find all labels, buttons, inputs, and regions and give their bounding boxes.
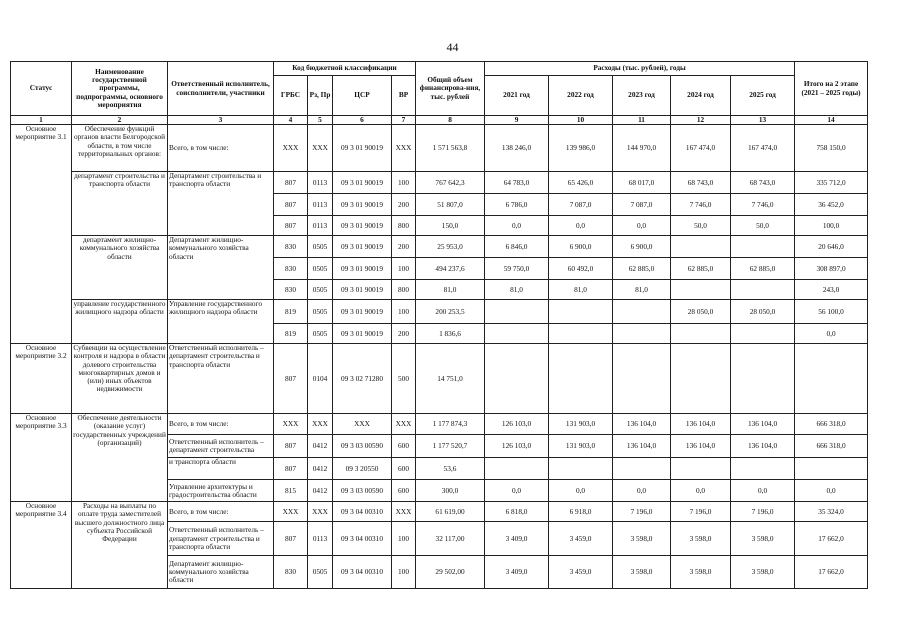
vr-cell: ХХХ — [392, 125, 416, 172]
table-row — [11, 172, 868, 194]
grbs-cell: 819 — [274, 300, 308, 324]
value-2025: 7 196,0 — [731, 502, 795, 522]
value-2025: 3 598,0 — [731, 522, 795, 556]
grbs-cell: 807 — [274, 172, 308, 194]
stage-total-cell: 17 662,0 — [795, 522, 868, 556]
col-number: 11 — [613, 116, 671, 125]
stage-total-cell — [795, 458, 868, 480]
value-2022 — [549, 458, 613, 480]
value-2025: 136 104,0 — [731, 414, 795, 435]
value-2021 — [485, 344, 549, 414]
col-number: 3 — [168, 116, 274, 125]
value-2025 — [731, 458, 795, 480]
vr-cell: 100 — [392, 172, 416, 194]
vr-cell: 200 — [392, 324, 416, 344]
name-cell: департамент жилищно-коммунального хозяйства области — [72, 236, 168, 300]
value-2025: 136 104,0 — [731, 435, 795, 458]
rzpr-cell: 0104 — [308, 344, 333, 414]
stage-total-cell — [795, 344, 868, 414]
grbs-cell: 807 — [274, 458, 308, 480]
value-2021: 3 409,0 — [485, 556, 549, 589]
header-2024: 2024 год — [671, 76, 731, 116]
value-2023: 0,0 — [613, 480, 671, 502]
table-row — [11, 502, 868, 522]
stage-total-cell: 308 897,0 — [795, 258, 868, 280]
value-2022 — [549, 344, 613, 414]
value-2024: 68 743,0 — [671, 172, 731, 194]
csr-cell: 09 3 01 90019 — [333, 172, 392, 194]
col-number: 8 — [416, 116, 485, 125]
value-2023: 62 885,0 — [613, 258, 671, 280]
executor-cell: Ответственный исполнитель – департамент строительства — [168, 435, 274, 458]
header-2025: 2025 год — [731, 76, 795, 116]
col-number: 10 — [549, 116, 613, 125]
value-2023 — [613, 344, 671, 414]
vr-cell: 200 — [392, 194, 416, 216]
value-2024: 3 598,0 — [671, 556, 731, 589]
executor-cell: Ответственный исполнитель – департамент строительства и транспорта области — [168, 344, 274, 414]
value-2022 — [549, 300, 613, 324]
status-cell: Основное мероприятие 3.4 — [11, 502, 72, 589]
value-2025 — [731, 280, 795, 300]
budget-table — [10, 61, 868, 589]
stage-total-cell: 0,0 — [795, 324, 868, 344]
stage-total-cell: 335 712,0 — [795, 172, 868, 194]
total-cell: 300,0 — [416, 480, 485, 502]
vr-cell: 100 — [392, 258, 416, 280]
value-2024: 28 050,0 — [671, 300, 731, 324]
value-2021: 0,0 — [485, 480, 549, 502]
vr-cell: 100 — [392, 300, 416, 324]
value-2021: 0,0 — [485, 216, 549, 236]
csr-cell: 09 3 01 90019 — [333, 300, 392, 324]
value-2022 — [549, 324, 613, 344]
value-2025: 7 746,0 — [731, 194, 795, 216]
value-2023 — [613, 458, 671, 480]
status-cell: Основное мероприятие 3.1 — [11, 125, 72, 344]
rzpr-cell: 0412 — [308, 480, 333, 502]
vr-cell: 100 — [392, 522, 416, 556]
value-2022: 6 918,0 — [549, 502, 613, 522]
total-cell: 200 253,5 — [416, 300, 485, 324]
rzpr-cell: ХХХ — [308, 125, 333, 172]
table-row — [11, 300, 868, 324]
csr-cell: 09 3 01 90019 — [333, 324, 392, 344]
total-cell: 53,6 — [416, 458, 485, 480]
total-cell: 1 177 520,7 — [416, 435, 485, 458]
value-2024: 0,0 — [671, 480, 731, 502]
name-cell: Субвенции на осуществление контроля и надзора в области долевого строительства многоквартирных домов и (или) иных объектов недвижимости — [72, 344, 168, 414]
grbs-cell: 830 — [274, 556, 308, 589]
total-cell: 32 117,00 — [416, 522, 485, 556]
value-2022: 131 903,0 — [549, 414, 613, 435]
value-2022: 60 492,0 — [549, 258, 613, 280]
value-2022: 3 459,0 — [549, 522, 613, 556]
value-2024: 7 746,0 — [671, 194, 731, 216]
value-2021: 6 786,0 — [485, 194, 549, 216]
value-2024: 167 474,0 — [671, 125, 731, 172]
rzpr-cell: 0113 — [308, 522, 333, 556]
total-cell: 61 619,00 — [416, 502, 485, 522]
value-2022: 0,0 — [549, 480, 613, 502]
csr-cell: 09 3 20550 — [333, 458, 392, 480]
header-2022: 2022 год — [549, 76, 613, 116]
value-2024: 50,0 — [671, 216, 731, 236]
col-number: 7 — [392, 116, 416, 125]
total-cell: 150,0 — [416, 216, 485, 236]
stage-total-cell: 35 324,0 — [795, 502, 868, 522]
value-2023 — [613, 324, 671, 344]
col-number: 2 — [72, 116, 168, 125]
value-2021: 126 103,0 — [485, 414, 549, 435]
csr-cell: 09 3 02 71280 — [333, 344, 392, 414]
value-2025: 0,0 — [731, 480, 795, 502]
rzpr-cell: 0505 — [308, 236, 333, 258]
value-2021: 81,0 — [485, 280, 549, 300]
header-expenses: Расходы (тыс. рублей), годы — [485, 62, 795, 76]
vr-cell: 200 — [392, 236, 416, 258]
value-2025: 167 474,0 — [731, 125, 795, 172]
grbs-cell: 807 — [274, 194, 308, 216]
stage-total-cell: 20 646,0 — [795, 236, 868, 258]
value-2024 — [671, 236, 731, 258]
grbs-cell: ХХХ — [274, 414, 308, 435]
total-cell: 25 953,0 — [416, 236, 485, 258]
csr-cell: 09 3 01 90019 — [333, 280, 392, 300]
value-2022: 65 426,0 — [549, 172, 613, 194]
header-stage-total: Итого на 2 этапе (2021 – 2025 годы) — [795, 62, 868, 116]
executor-cell: Департамент строительства и транспорта области — [168, 172, 274, 236]
header-executor: Ответственный исполнитель, соисполнители, участники — [168, 62, 274, 116]
vr-cell: 600 — [392, 435, 416, 458]
col-number: 12 — [671, 116, 731, 125]
vr-cell: 800 — [392, 216, 416, 236]
value-2023: 7 196,0 — [613, 502, 671, 522]
value-2025: 50,0 — [731, 216, 795, 236]
total-cell: 1 836,6 — [416, 324, 485, 344]
name-cell: Обеспечение функций органов власти Белгородской области, в том числе территориальных органов: — [72, 125, 168, 172]
page-number: 44 — [446, 40, 459, 54]
rzpr-cell: 0505 — [308, 300, 333, 324]
csr-cell: 09 3 04 00310 — [333, 556, 392, 589]
value-2025 — [731, 236, 795, 258]
value-2025: 3 598,0 — [731, 556, 795, 589]
value-2025: 68 743,0 — [731, 172, 795, 194]
executor-cell: Департамент жилищно-коммунального хозяйства области — [168, 556, 274, 589]
col-number: 14 — [795, 116, 868, 125]
value-2021: 126 103,0 — [485, 435, 549, 458]
header-2021: 2021 год — [485, 76, 549, 116]
rzpr-cell: 0113 — [308, 172, 333, 194]
value-2023: 81,0 — [613, 280, 671, 300]
name-cell: управление государственного жилищного надзора области — [72, 300, 168, 344]
stage-total-cell: 666 318,0 — [795, 414, 868, 435]
status-cell: Основное мероприятие 3.3 — [11, 414, 72, 502]
name-cell: департамент строительства и транспорта области — [72, 172, 168, 236]
stage-total-cell: 36 452,0 — [795, 194, 868, 216]
grbs-cell: 815 — [274, 480, 308, 502]
header-2023: 2023 год — [613, 76, 671, 116]
total-cell: 1 571 563,8 — [416, 125, 485, 172]
value-2021 — [485, 300, 549, 324]
header-csr: ЦСР — [333, 76, 392, 116]
value-2024: 136 104,0 — [671, 435, 731, 458]
executor-cell: Управление архитектуры и градостроительства области — [168, 480, 274, 502]
col-number: 5 — [308, 116, 333, 125]
executor-cell: Всего, в том числе: — [168, 502, 274, 522]
grbs-cell: ХХХ — [274, 502, 308, 522]
total-cell: 29 502,00 — [416, 556, 485, 589]
rzpr-cell: ХХХ — [308, 502, 333, 522]
col-number: 13 — [731, 116, 795, 125]
value-2021 — [485, 324, 549, 344]
csr-cell: 09 3 01 90019 — [333, 194, 392, 216]
value-2024 — [671, 344, 731, 414]
name-cell: Обеспечение деятельности (оказание услуг) государственных учреждений (организаций) — [72, 414, 168, 502]
csr-cell: ХХХ — [333, 414, 392, 435]
vr-cell: 100 — [392, 556, 416, 589]
grbs-cell: 807 — [274, 522, 308, 556]
vr-cell: 600 — [392, 458, 416, 480]
value-2022: 3 459,0 — [549, 556, 613, 589]
value-2023: 6 900,0 — [613, 236, 671, 258]
grbs-cell: 819 — [274, 324, 308, 344]
grbs-cell: 830 — [274, 280, 308, 300]
vr-cell: 600 — [392, 480, 416, 502]
value-2024: 7 196,0 — [671, 502, 731, 522]
grbs-cell: ХХХ — [274, 125, 308, 172]
value-2023: 3 598,0 — [613, 556, 671, 589]
total-cell: 51 807,0 — [416, 194, 485, 216]
status-cell: Основное мероприятие 3.2 — [11, 344, 72, 414]
value-2024 — [671, 280, 731, 300]
header-grbs: ГРБС — [274, 76, 308, 116]
value-2021: 3 409,0 — [485, 522, 549, 556]
total-cell: 81,0 — [416, 280, 485, 300]
col-number: 6 — [333, 116, 392, 125]
csr-cell: 09 3 01 90019 — [333, 216, 392, 236]
vr-cell: ХХХ — [392, 502, 416, 522]
value-2022: 6 900,0 — [549, 236, 613, 258]
value-2023: 7 087,0 — [613, 194, 671, 216]
value-2023: 136 104,0 — [613, 435, 671, 458]
value-2024 — [671, 458, 731, 480]
grbs-cell: 807 — [274, 435, 308, 458]
executor-cell: Всего, в том числе: — [168, 125, 274, 172]
value-2023: 3 598,0 — [613, 522, 671, 556]
value-2024: 62 885,0 — [671, 258, 731, 280]
rzpr-cell: 0505 — [308, 324, 333, 344]
header-name: Наименование государственной программы, подпрограммы, основного мероприятия — [72, 62, 168, 116]
csr-cell: 09 3 01 90019 — [333, 258, 392, 280]
rzpr-cell: 0113 — [308, 216, 333, 236]
executor-cell: Ответственный исполнитель – департамент строительства и транспорта области — [168, 522, 274, 556]
rzpr-cell: 0113 — [308, 194, 333, 216]
grbs-cell: 807 — [274, 344, 308, 414]
value-2024: 136 104,0 — [671, 414, 731, 435]
stage-total-cell: 17 662,0 — [795, 556, 868, 589]
value-2025 — [731, 344, 795, 414]
stage-total-cell: 758 150,0 — [795, 125, 868, 172]
csr-cell: 09 3 03 00590 — [333, 480, 392, 502]
csr-cell: 09 3 01 90019 — [333, 125, 392, 172]
stage-total-cell: 666 318,0 — [795, 435, 868, 458]
header-status: Статус — [11, 62, 72, 116]
header-total: Общий объем финансирова-ния, тыс. рублей — [416, 62, 485, 116]
total-cell: 767 642,3 — [416, 172, 485, 194]
value-2023: 136 104,0 — [613, 414, 671, 435]
executor-cell: Всего, в том числе: — [168, 414, 274, 435]
value-2021: 6 818,0 — [485, 502, 549, 522]
table-row — [11, 125, 868, 172]
value-2023: 144 970,0 — [613, 125, 671, 172]
stage-total-cell: 0,0 — [795, 480, 868, 502]
executor-cell: и транспорта области — [168, 458, 274, 480]
value-2024 — [671, 324, 731, 344]
table-row — [11, 414, 868, 435]
value-2025: 28 050,0 — [731, 300, 795, 324]
col-number: 4 — [274, 116, 308, 125]
header-rzpr: Рз, Пр — [308, 76, 333, 116]
vr-cell: ХХХ — [392, 414, 416, 435]
header-vr: ВР — [392, 76, 416, 116]
rzpr-cell: 0505 — [308, 280, 333, 300]
rzpr-cell: ХХХ — [308, 414, 333, 435]
executor-cell: Управление государственного жилищного надзора области — [168, 300, 274, 344]
value-2022: 0,0 — [549, 216, 613, 236]
rzpr-cell: 0412 — [308, 435, 333, 458]
value-2022: 7 087,0 — [549, 194, 613, 216]
value-2021: 138 246,0 — [485, 125, 549, 172]
vr-cell: 800 — [392, 280, 416, 300]
value-2022: 139 986,0 — [549, 125, 613, 172]
value-2023 — [613, 300, 671, 324]
vr-cell: 500 — [392, 344, 416, 414]
table-row — [11, 236, 868, 258]
stage-total-cell: 243,0 — [795, 280, 868, 300]
value-2021 — [485, 458, 549, 480]
executor-cell: Департамент жилищно-коммунального хозяйства области — [168, 236, 274, 300]
col-number: 1 — [11, 116, 72, 125]
col-number: 9 — [485, 116, 549, 125]
value-2021: 6 846,0 — [485, 236, 549, 258]
value-2023: 0,0 — [613, 216, 671, 236]
rzpr-cell: 0505 — [308, 258, 333, 280]
stage-total-cell: 56 100,0 — [795, 300, 868, 324]
grbs-cell: 830 — [274, 236, 308, 258]
value-2024: 3 598,0 — [671, 522, 731, 556]
value-2025: 62 885,0 — [731, 258, 795, 280]
total-cell: 1 177 874,3 — [416, 414, 485, 435]
value-2023: 68 017,0 — [613, 172, 671, 194]
value-2025 — [731, 324, 795, 344]
stage-total-cell: 100,0 — [795, 216, 868, 236]
csr-cell: 09 3 04 00310 — [333, 502, 392, 522]
grbs-cell: 830 — [274, 258, 308, 280]
csr-cell: 09 3 04 00310 — [333, 522, 392, 556]
total-cell: 494 237,6 — [416, 258, 485, 280]
rzpr-cell: 0505 — [308, 556, 333, 589]
grbs-cell: 807 — [274, 216, 308, 236]
total-cell: 14 751,0 — [416, 344, 485, 414]
value-2022: 81,0 — [549, 280, 613, 300]
value-2022: 131 903,0 — [549, 435, 613, 458]
csr-cell: 09 3 01 90019 — [333, 236, 392, 258]
csr-cell: 09 3 03 00590 — [333, 435, 392, 458]
rzpr-cell: 0412 — [308, 458, 333, 480]
name-cell: Расходы на выплаты по оплате труда заместителей высшего должностного лица субъекта Российской Федерации — [72, 502, 168, 589]
header-budget-code: Код бюджетной классификации — [274, 62, 416, 76]
value-2021: 64 783,0 — [485, 172, 549, 194]
value-2021: 59 750,0 — [485, 258, 549, 280]
table-row — [11, 344, 868, 414]
